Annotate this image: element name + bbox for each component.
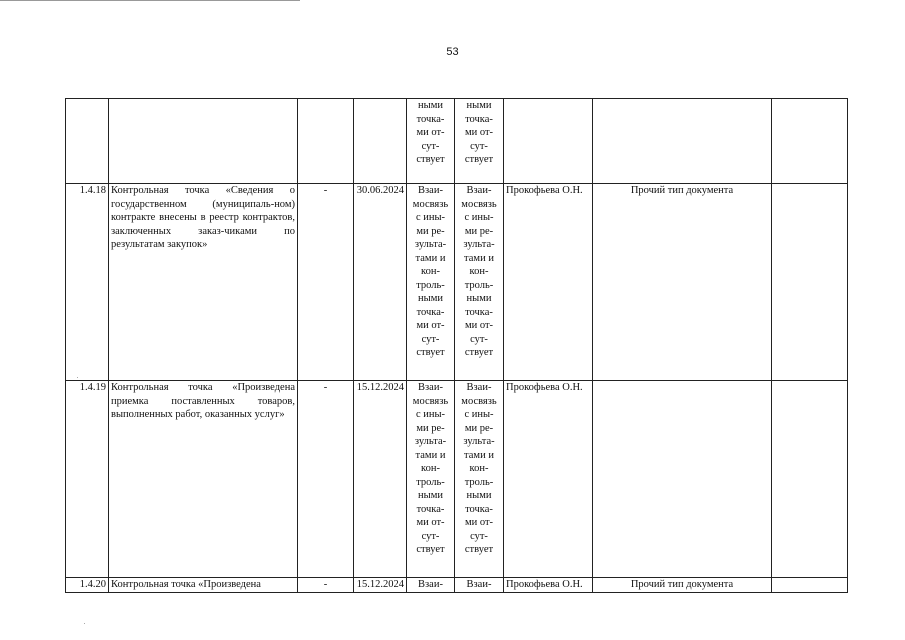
row-extra-cell — [772, 184, 848, 381]
row-relation-cell: ными точка- ми от- сут- ствует — [455, 99, 504, 184]
table-row — [66, 578, 848, 593]
row-responsible-cell: Прокофьева О.Н. — [504, 184, 593, 381]
row-date-cell: 15.12.2024 — [354, 381, 407, 578]
control-points-table — [65, 98, 848, 593]
row-extra-cell — [772, 99, 848, 184]
table-row — [66, 184, 848, 381]
row-name-cell: Контрольная точка «Сведения о государственном (муниципаль-ном) контракте внесены в реестр контрактов, заключенных заказ-чиками по результатам закупок» — [109, 184, 298, 381]
row-relation-cell: Взаи- мосвязь с ины- ми ре- зульта- тами и кон- троль- ными точка- ми от- сут- ствует — [407, 381, 455, 578]
page-number: 53 — [446, 46, 459, 58]
row-number-cell: 1.4.19 — [66, 381, 109, 578]
row-doc-type-cell: Прочий тип документа — [593, 184, 772, 381]
row-responsible-cell — [504, 99, 593, 184]
row-mark-cell: - — [298, 578, 354, 593]
margin-mark — [84, 623, 85, 624]
row-extra-cell — [772, 381, 848, 578]
row-number-cell — [66, 99, 109, 184]
table-row — [66, 99, 848, 184]
top-rule — [0, 0, 300, 1]
row-number-cell: 1.4.18 — [66, 184, 109, 381]
row-name-cell: Контрольная точка «Произведена приемка поставленных товаров, выполненных работ, оказанных услуг» — [109, 381, 298, 578]
row-number-cell: 1.4.20 — [66, 578, 109, 593]
row-name-cell: Контрольная точка «Произведена — [109, 578, 298, 593]
row-relation-cell: Взаи- — [407, 578, 455, 593]
row-mark-cell: - — [298, 381, 354, 578]
row-mark-cell: - — [298, 184, 354, 381]
row-relation-cell: Взаи- мосвязь с ины- ми ре- зульта- тами и кон- троль- ными точка- ми от- сут- ствует — [455, 381, 504, 578]
row-date-cell: 15.12.2024 — [354, 578, 407, 593]
row-date-cell: 30.06.2024 — [354, 184, 407, 381]
row-relation-cell: Взаи- — [455, 578, 504, 593]
row-relation-cell: Взаи- мосвязь с ины- ми ре- зульта- тами и кон- троль- ными точка- ми от- сут- ствует — [407, 184, 455, 381]
row-date-cell — [354, 99, 407, 184]
row-responsible-cell: Прокофьева О.Н. — [504, 578, 593, 593]
row-relation-cell: Взаи- мосвязь с ины- ми ре- зульта- тами и кон- троль- ными точка- ми от- сут- ствует — [455, 184, 504, 381]
row-mark-cell — [298, 99, 354, 184]
row-name-cell — [109, 99, 298, 184]
table-row — [66, 381, 848, 578]
row-responsible-cell: Прокофьева О.Н. — [504, 381, 593, 578]
row-doc-type-cell — [593, 381, 772, 578]
row-doc-type-cell — [593, 99, 772, 184]
row-relation-cell: ными точка- ми от- сут- ствует — [407, 99, 455, 184]
row-extra-cell — [772, 578, 848, 593]
row-doc-type-cell: Прочий тип документа — [593, 578, 772, 593]
